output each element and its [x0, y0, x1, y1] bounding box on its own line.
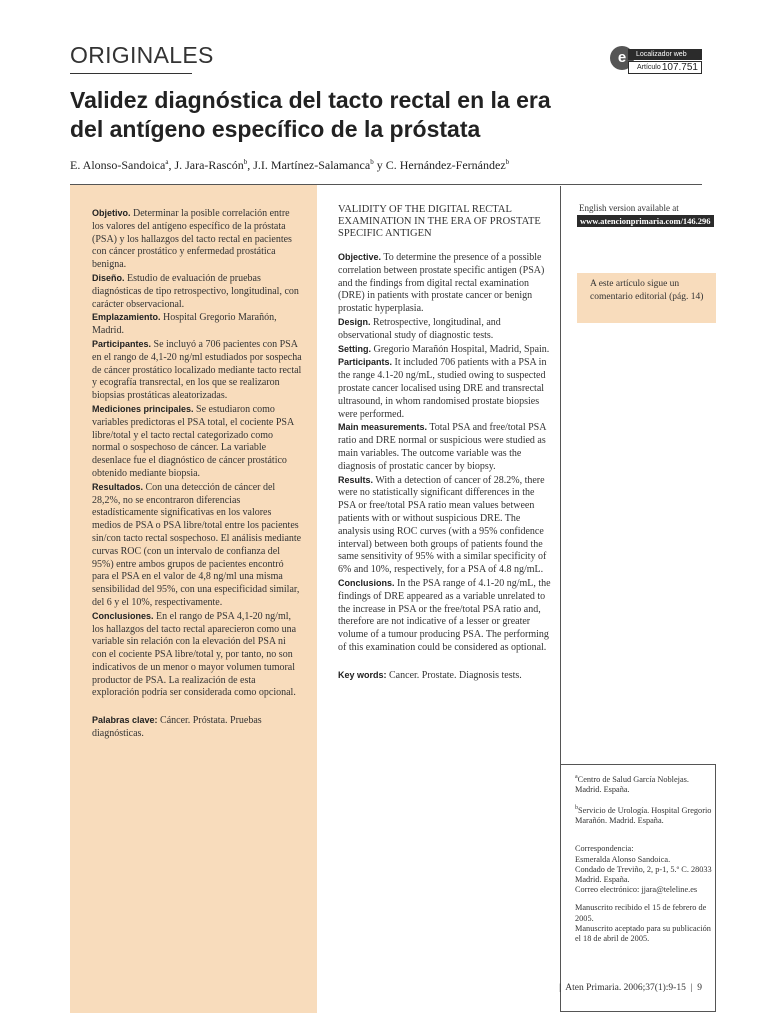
label-measurements: Main measurements. [338, 422, 428, 433]
text-palabras-clave: Cáncer. Próstata. Pruebas diagnósticas. [92, 715, 262, 740]
author-conjunction: y [373, 158, 386, 172]
label-emplazamiento: Emplazamiento. [92, 312, 161, 323]
abstract-mediciones [92, 403, 302, 481]
affiliation-b [575, 803, 713, 826]
text-diseno: Estudio de evaluación de pruebas diagnósticas de tipo retrospectivo, longitudinal, con carácter observacional. [92, 272, 299, 310]
text-participantes: Se incluyó a 706 pacientes con PSA en el rango de 4,1-20 ng/ml estudiados por sospecha de cáncer prostático localizado mediante tacto rectal y ecografía transrectal, en los que se realizaron biopsias prostáticas aleatorizadas. [92, 338, 302, 402]
text-results: With a detection of cancer of 28.2%, there were no statistically significant differences in the PSA or free/total PSA ratio mean values between patients with or without suspicious DRE. The analysis using ROC curves (with a 95% confidence interval) between both groups of patients found the same sensitivity of 95% with a similar specificity of 6% and 10%, respectively, for a PSA of 4.8 ng/mL. [338, 474, 547, 576]
english-abstract-title: VALIDITY OF THE DIGITAL RECTAL EXAMINATION IN THE ERA OF PROSTATE SPECIFIC ANTIGEN [338, 204, 541, 239]
abstract-objective [338, 251, 553, 316]
abstract-design [338, 316, 553, 343]
text-objetivo: Determinar la posible correlación entre los valores del antígeno específico de la próstata (PSA) y los hallazgos del tacto rectal en pacientes con cáncer prostático y enfermedad prostática benigna. [92, 208, 292, 271]
locator-article-number: 107.751 [661, 62, 698, 73]
label-conclusions: Conclusions. [338, 577, 395, 588]
text-setting: Gregorio Marañón Hospital, Madrid, Spain. [371, 343, 550, 355]
manuscript-received: Manuscrito recibido el 15 de febrero de 2005. [575, 903, 707, 923]
section-heading: ORIGINALES [70, 42, 214, 68]
label-keywords: Key words: [338, 669, 387, 680]
english-version-link[interactable]: www.atencionprimaria.com/146.296 [577, 215, 714, 227]
author-separator: , [168, 158, 175, 172]
abstract-setting [338, 343, 553, 357]
text-objective: To determine the presence of a possible correlation between prostate specific antigen (PSA) and the findings from digital rectal examination (DRE) in patients with prostate cancer or benign prostatic hyperplasia. [338, 252, 545, 315]
label-participantes: Participantes. [92, 338, 152, 349]
text-emplazamiento: Hospital Gregorio Marañón, Madrid. [92, 312, 277, 337]
label-mediciones: Mediciones principales. [92, 403, 194, 414]
spanish-abstract [92, 207, 302, 741]
correspondence-name: Esmeralda Alonso Sandoica. [575, 854, 671, 864]
author-4-affil: b [505, 158, 510, 166]
locator-label: Localizador web [628, 49, 702, 60]
abstract-conclusiones [92, 610, 302, 701]
author-3-affil: b [370, 158, 374, 166]
text-keywords: Cancer. Prostate. Diagnosis tests. [386, 669, 522, 681]
affiliation-a-mark: a [575, 774, 578, 780]
title-line-1: Validez diagnóstica del tacto rectal en la era [70, 87, 551, 113]
abstract-objetivo [92, 207, 302, 272]
affiliations [575, 772, 713, 944]
affiliation-b-mark: b [575, 805, 578, 812]
text-participants: It included 706 patients with a PSA in the range 4.1-20 ng/mL, studied owing to suspected prostate cancer localised using DRE and transrectal ultrasound, in whom randomised prostate biopsies were performed. [338, 357, 547, 420]
label-setting: Setting. [338, 343, 371, 354]
author-1-affil: a [165, 158, 169, 166]
article-title [70, 86, 630, 144]
label-palabras-clave: Palabras clave: [92, 715, 158, 726]
label-resultados: Resultados. [92, 481, 144, 492]
label-objetivo: Objetivo. [92, 208, 131, 218]
abstract-palabras-clave [92, 714, 302, 741]
abstract-participantes [92, 338, 302, 403]
title-line-2: del antígeno específico de la próstata [70, 116, 481, 142]
abstract-emplazamiento [92, 311, 302, 338]
author-2: J. Jara-Rascón [174, 158, 244, 172]
manuscript-accepted: Manuscrito aceptado para su publicación el 18 de abril de 2005. [575, 923, 711, 943]
section-underline [70, 73, 192, 74]
label-design: Design. [338, 316, 371, 327]
english-abstract [338, 251, 553, 683]
label-diseno: Diseño. [92, 272, 125, 283]
english-version-note: English version available at [579, 203, 679, 213]
affiliation-a-text: Centro de Salud García Noblejas. Madrid. España. [575, 774, 689, 794]
abstract-measurements [338, 421, 553, 473]
footer-citation: Aten Primaria. 2006;37(1):9-15 [565, 983, 686, 993]
author-separator: , [247, 158, 254, 172]
abstract-results [338, 474, 553, 577]
affiliation-a [575, 772, 713, 795]
locator-article-label: Artículo [637, 64, 661, 71]
label-results: Results. [338, 474, 374, 485]
correspondence-email[interactable]: Correo electrónico: jjara@teleline.es [575, 885, 698, 895]
text-resultados: Con una detección de cáncer del 28,2%, no se encontraron diferencias estadísticamente significativas en los valores medios de PSA o PSA libre/total entre los pacientes sin/con tacto rectal sospechoso. El análisis mediante curvas ROC (con un intervalo de confianza del 95%) entre ambos grupos de pacientes encontró para el PSA en el valor de 4,8 ng/ml una misma sensibilidad del 95%, con una especificidad similar, del 6 y el 10%, respectivamente. [92, 481, 302, 608]
editorial-comment-note: A este artículo sigue un comentario editorial (pág. 14) [590, 279, 704, 302]
abstract-resultados [92, 481, 302, 610]
correspondence [575, 844, 713, 895]
text-conclusiones: En el rango de PSA 4,1-20 ng/ml, los hallazgos del tacto rectal aparecieron como una variable sin relación con la elevación del PSA ni con el cociente PSA libre/total y, por tanto, no son indicativos de un menor o mayor volumen tumoral productor de PSA. La realización de esta exploración podría ser considerada como opcional. [92, 610, 297, 699]
correspondence-address: Condado de Treviño, 2, p-1, 5.º C. 28033 Madrid. España. [575, 864, 712, 884]
web-locator-badge[interactable] [610, 46, 702, 76]
correspondence-label: Correspondencia: [575, 844, 634, 854]
locator-logo-icon: e [610, 46, 634, 70]
author-4: C. Hernández-Fernández [385, 158, 506, 172]
abstract-conclusions [338, 577, 553, 655]
footer-separator: | [690, 983, 693, 993]
abstract-keywords [338, 669, 553, 683]
text-design: Retrospective, longitudinal, and observational study of diagnostic tests. [338, 316, 501, 341]
locator-article-box [628, 61, 702, 74]
label-participants: Participants. [338, 357, 393, 368]
page-number: 9 [697, 983, 702, 993]
abstract-participants [338, 356, 553, 421]
label-conclusiones: Conclusiones. [92, 610, 154, 621]
footer-separator: | [559, 983, 562, 993]
author-3: J.I. Martínez-Salamanca [253, 158, 371, 172]
author-2-affil: b [243, 158, 248, 166]
text-measurements: Total PSA and free/total PSA ratio and DRE normal or suspicious were studied as main variables. The outcome variable was the diagnosis of prostatic cancer by biopsy. [338, 422, 546, 472]
label-objective: Objective. [338, 252, 382, 262]
page-footer [559, 983, 702, 993]
abstract-diseno [92, 272, 302, 311]
affiliation-b-text: Servicio de Urología. Hospital Gregorio Marañón. Madrid. España. [575, 805, 712, 826]
author-list [70, 158, 710, 173]
text-conclusions: In the PSA range of 4.1-20 ng/mL, the findings of DRE appeared as a variable unrelated to the increase in PSA or the free/total PSA ratio and, therefore are not indicative of a lesser or greater volume of a tumour producing PSA. The performing of this examination could be considered as optional. [338, 577, 551, 653]
author-1: E. Alonso-Sandoica [70, 158, 166, 172]
text-mediciones: Se estudiaron como variables predictoras el PSA total, el cociente PSA libre/total y el tacto rectal categorizado como normal o sospechoso de cáncer. La variable desenlace fue el diagnóstico de cáncer prostático obtenido mediante biopsia. [92, 403, 294, 479]
